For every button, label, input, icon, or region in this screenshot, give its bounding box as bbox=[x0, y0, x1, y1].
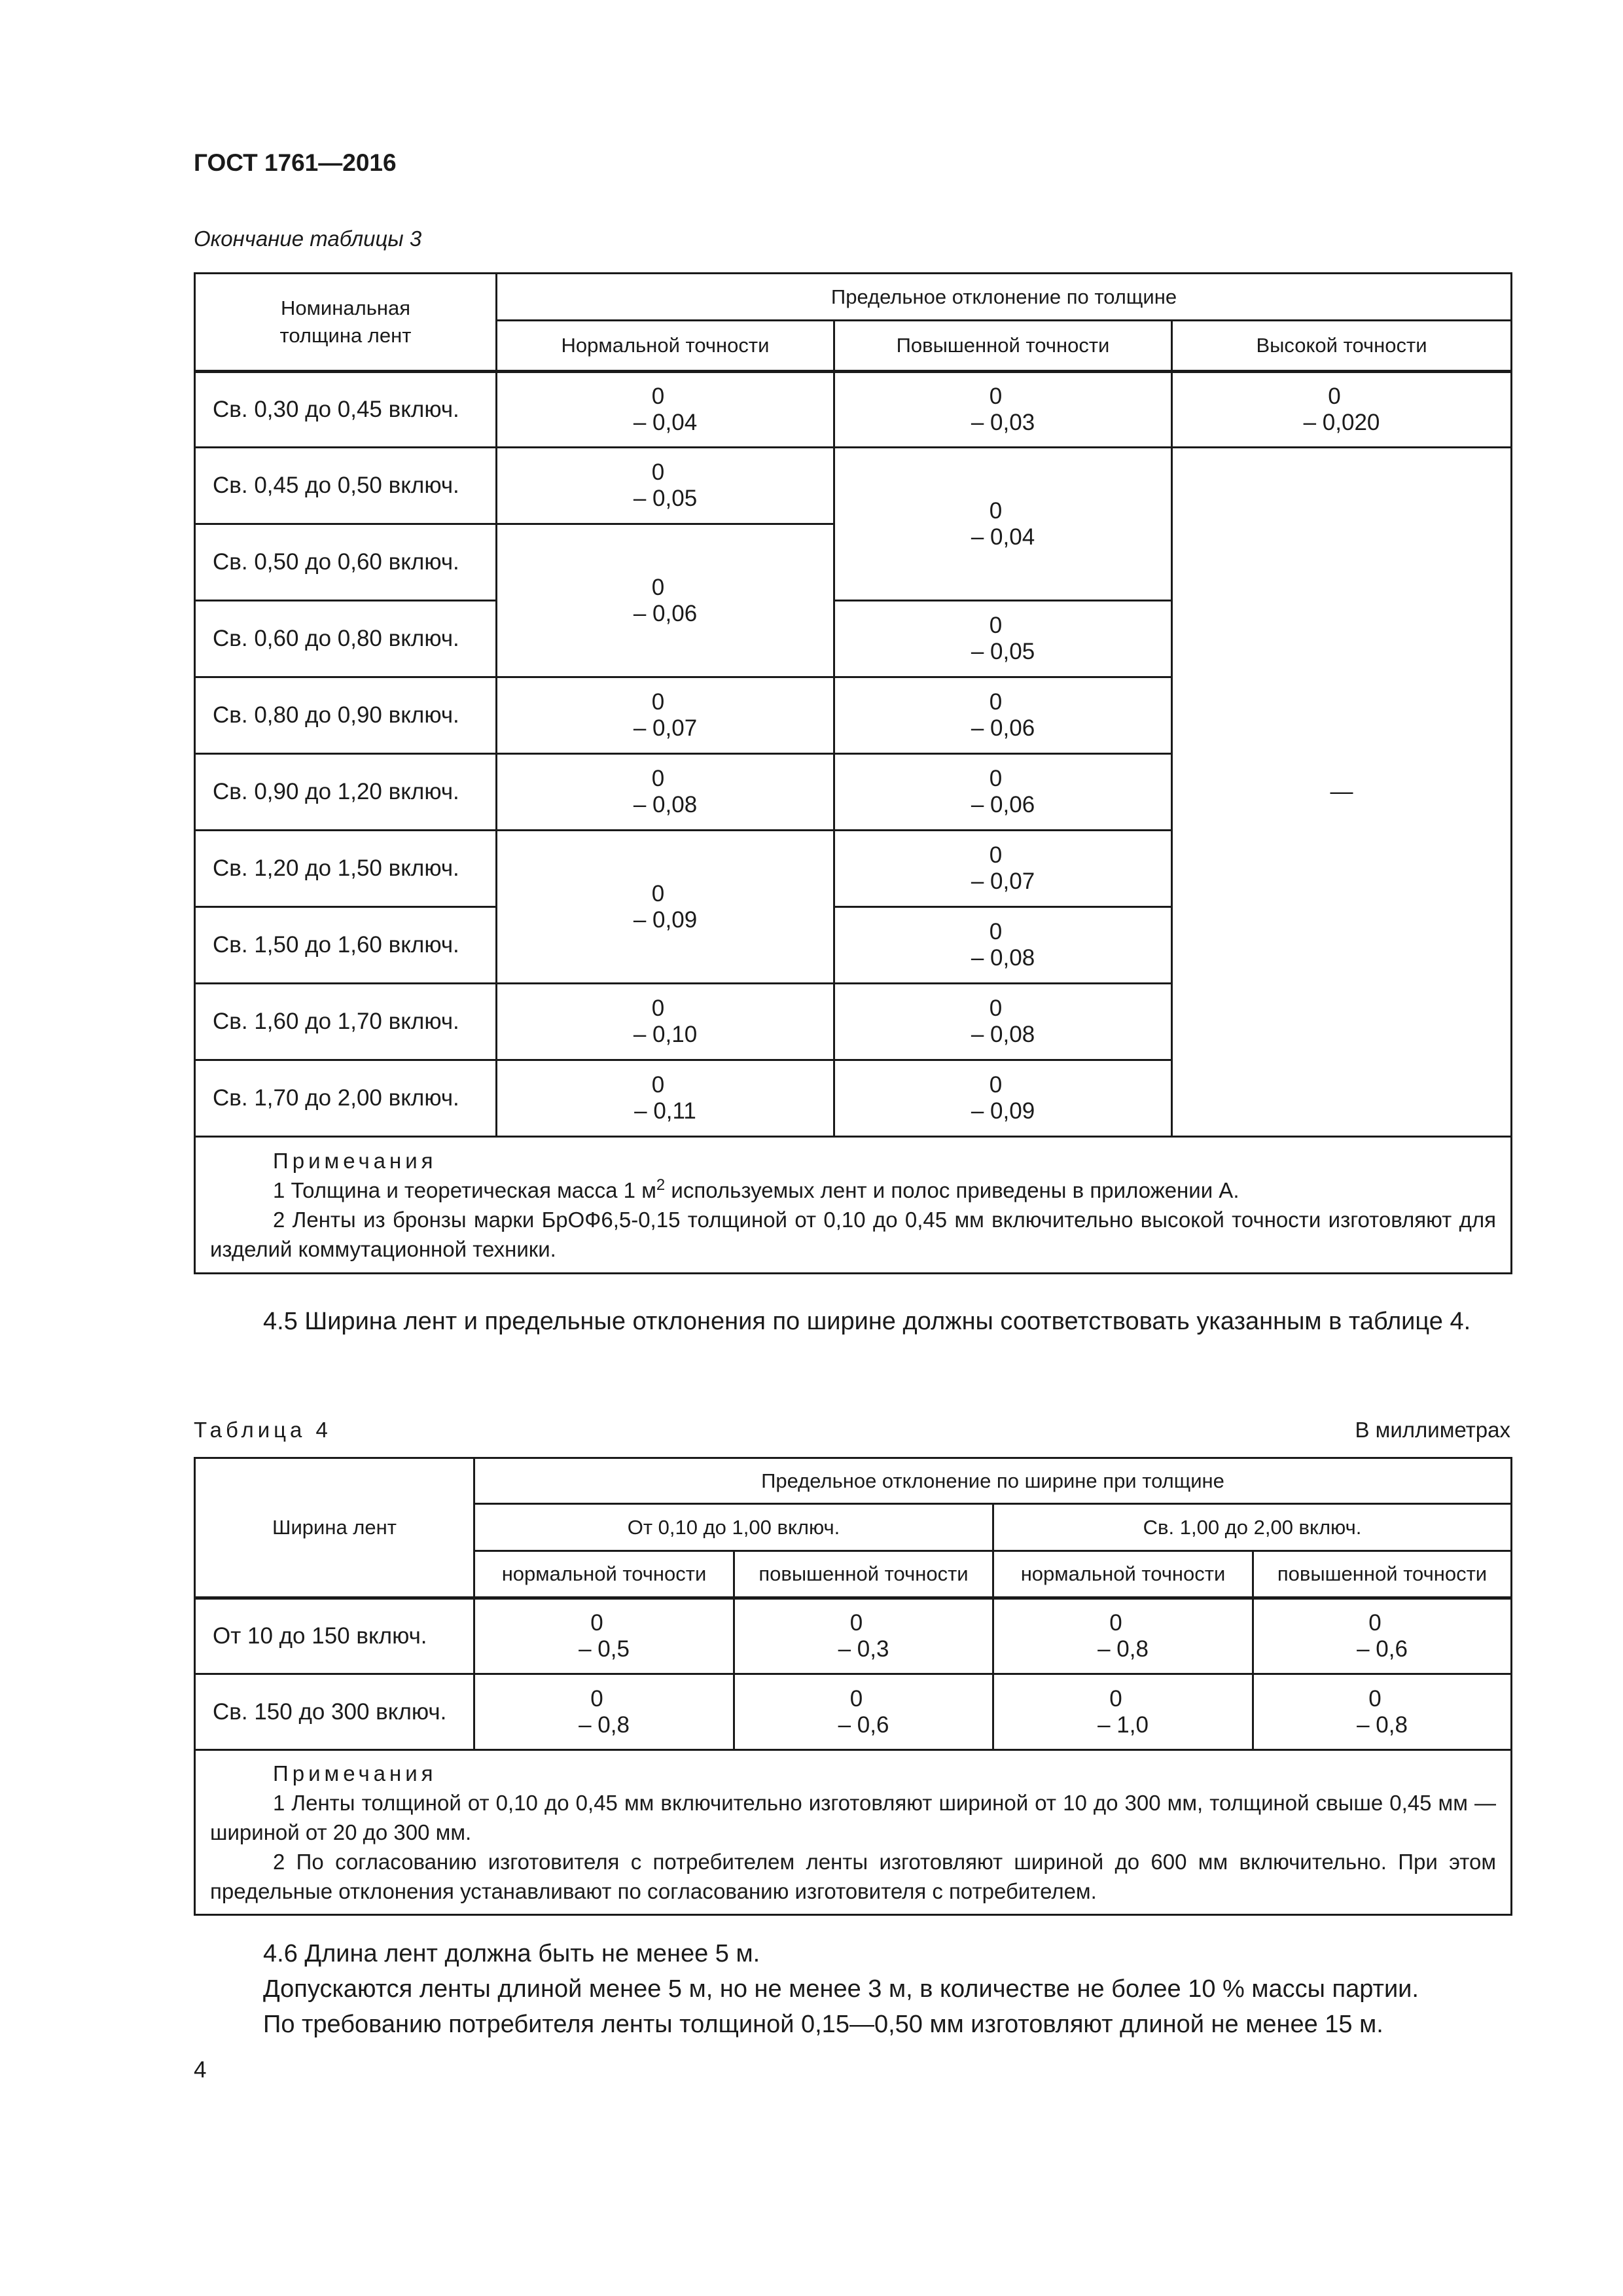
paragraph-4-6-line3: По требованию потребителя ленты толщиной 0,15—0,50 мм изготовляют длиной не менее 15 м. bbox=[263, 2011, 1383, 2038]
table4-row-label: От 10 до 150 включ. bbox=[195, 1598, 474, 1674]
table3-cell: 0 – 0,08 bbox=[834, 907, 1172, 984]
table3-cell: 0 – 0,04 bbox=[497, 372, 834, 448]
table4-cell: 0 – 0,8 bbox=[474, 1674, 734, 1750]
table3-cell: 0 – 0,09 bbox=[497, 831, 834, 984]
table3-head-group: Предельное отклонение по толщине bbox=[497, 274, 1512, 321]
table3-note1: 1 Толщина и теоретическая масса 1 $м^2$ используемых лент и полос приведены в приложении А. bbox=[273, 1176, 1240, 1202]
table4-notes-title: Примечания bbox=[273, 1761, 437, 1785]
table3-notes bbox=[195, 1137, 1512, 1274]
table4-note1: 1 Ленты толщиной от 0,10 до 0,45 мм включительно изготовляют шириной от 10 до 300 мм, толщиной свыше 0,45 мм — шириной от 20 до 300 мм. bbox=[210, 1791, 1497, 1844]
table4 bbox=[194, 1457, 1512, 1916]
table4-head-increased: повышенной точности bbox=[1253, 1551, 1512, 1598]
table4-head-range2: Св. 1,00 до 2,00 включ. bbox=[993, 1504, 1512, 1551]
paragraph-4-6 bbox=[194, 1936, 1529, 2042]
table3-cell: 0 – 0,08 bbox=[497, 754, 834, 831]
table3-cell: 0 – 0,03 bbox=[834, 372, 1172, 448]
paragraph-4-5: 4.5 Ширина лент и предельные отклонения по ширине должны соответствовать указанным в таблице 4. bbox=[263, 1308, 1471, 1335]
table3-row-label: Св. 1,60 до 1,70 включ. bbox=[195, 984, 497, 1060]
table4-cell: 0 – 0,8 bbox=[1253, 1674, 1512, 1750]
table3-cell: 0 – 0,07 bbox=[497, 677, 834, 754]
table3-cell: 0 – 0,07 bbox=[834, 831, 1172, 907]
table4-cell: 0 – 0,3 bbox=[734, 1598, 993, 1674]
table3-cell: 0 – 0,06 bbox=[834, 677, 1172, 754]
table3-head-high: Высокой точности bbox=[1172, 321, 1512, 372]
table4-head-range1: От 0,10 до 1,00 включ. bbox=[474, 1504, 993, 1551]
table4-head-group: Предельное отклонение по ширине при толщине bbox=[474, 1458, 1512, 1504]
table3-cell: 0 – 0,020 bbox=[1172, 372, 1512, 448]
table4-head-normal: нормальной точности bbox=[474, 1551, 734, 1598]
table3-row-label: Св. 1,70 до 2,00 включ. bbox=[195, 1060, 497, 1137]
page-number: 4 bbox=[194, 2057, 207, 2083]
table3-row-label: Св. 0,60 до 0,80 включ. bbox=[195, 601, 497, 677]
table3-row-label: Св. 0,50 до 0,60 включ. bbox=[195, 524, 497, 601]
table4-cell: 0 – 0,6 bbox=[1253, 1598, 1512, 1674]
table3-cell: 0 – 0,08 bbox=[834, 984, 1172, 1060]
table3-row-label: Св. 0,80 до 0,90 включ. bbox=[195, 677, 497, 754]
table4-head-increased: повышенной точности bbox=[734, 1551, 993, 1598]
table3 bbox=[194, 272, 1512, 1274]
table3-cell-dash: — bbox=[1172, 448, 1512, 1137]
table4-cell: 0 – 0,5 bbox=[474, 1598, 734, 1674]
table3-cell: 0 – 0,05 bbox=[834, 601, 1172, 677]
table3-row-label: Св. 0,30 до 0,45 включ. bbox=[195, 372, 497, 448]
table4-unit: В миллиметрах bbox=[1355, 1418, 1510, 1442]
table3-cell: 0 – 0,10 bbox=[497, 984, 834, 1060]
paragraph-4-6-line2: Допускаются ленты длиной менее 5 м, но не менее 3 м, в количестве не более 10 % массы партии. bbox=[263, 1975, 1419, 2003]
table3-cell: 0 – 0,11 bbox=[497, 1060, 834, 1137]
table3-cell: 0 – 0,04 bbox=[834, 448, 1172, 601]
table4-note2: 2 По согласованию изготовителя с потребителем ленты изготовляют шириной до 600 мм включительно. При этом предельные отклонения устанавливают по согласованию изготовителя с потребителем. bbox=[210, 1850, 1497, 1903]
table3-cell: 0 – 0,06 bbox=[834, 754, 1172, 831]
table3-row-label: Св. 1,50 до 1,60 включ. bbox=[195, 907, 497, 984]
table3-row-label: Св. 0,90 до 1,20 включ. bbox=[195, 754, 497, 831]
table4-notes bbox=[195, 1750, 1512, 1915]
table3-notes-title: Примечания bbox=[273, 1149, 437, 1173]
table3-note2: 2 Ленты из бронзы марки БрОФ6,5-0,15 толщиной от 0,10 до 0,45 мм включительно высокой точности изготовляют для изделий коммутационной техники. bbox=[210, 1208, 1497, 1261]
table4-cell: 0 – 0,6 bbox=[734, 1674, 993, 1750]
table3-cell: 0 – 0,06 bbox=[497, 524, 834, 677]
table3-row-label: Св. 1,20 до 1,50 включ. bbox=[195, 831, 497, 907]
paragraph-4-6-line1: 4.6 Длина лент должна быть не менее 5 м. bbox=[263, 1940, 760, 1967]
table4-cell: 0 – 0,8 bbox=[993, 1598, 1253, 1674]
table4-head-width: Ширина лент bbox=[195, 1458, 474, 1598]
table3-row-label: Св. 0,45 до 0,50 включ. bbox=[195, 448, 497, 524]
table4-cell: 0 – 1,0 bbox=[993, 1674, 1253, 1750]
table4-head-normal: нормальной точности bbox=[993, 1551, 1253, 1598]
table3-cell: 0 – 0,05 bbox=[497, 448, 834, 524]
table3-head-nominal: Номинальная толщина лент bbox=[195, 274, 497, 372]
page-header: ГОСТ 1761—2016 bbox=[194, 149, 397, 176]
table4-row-label: Св. 150 до 300 включ. bbox=[195, 1674, 474, 1750]
table3-head-normal: Нормальной точности bbox=[497, 321, 834, 372]
table3-caption: Окончание таблицы 3 bbox=[194, 226, 422, 251]
table3-cell: 0 – 0,09 bbox=[834, 1060, 1172, 1137]
table4-title: Таблица 4 bbox=[194, 1418, 332, 1442]
table3-head-increased: Повышенной точности bbox=[834, 321, 1172, 372]
